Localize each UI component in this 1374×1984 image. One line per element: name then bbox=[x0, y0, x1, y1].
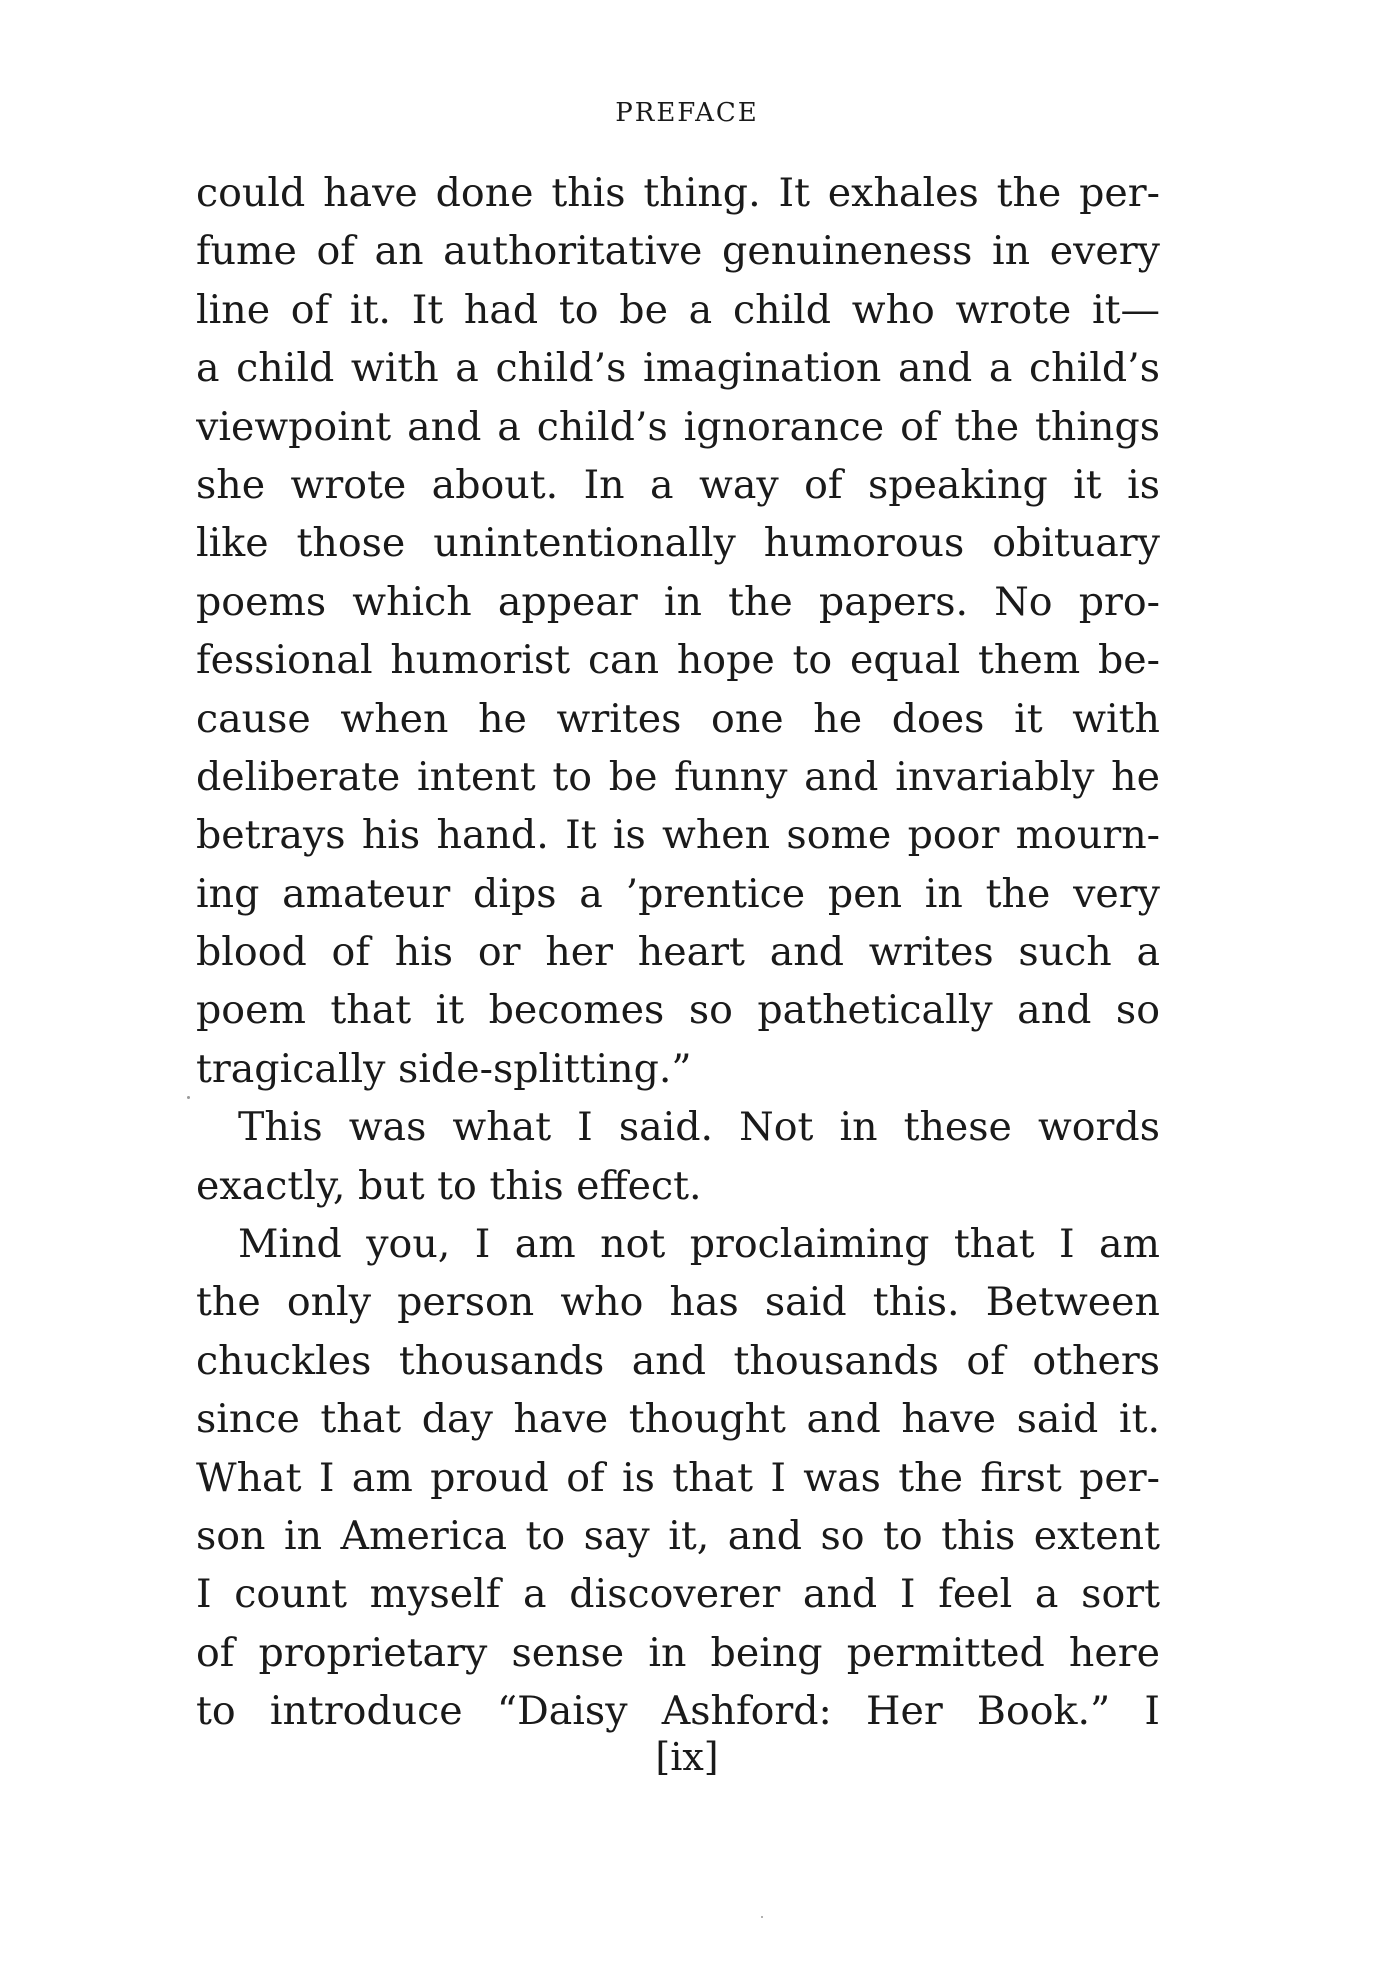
text-line: line of it. It had to be a child who wrote it— bbox=[196, 286, 1160, 333]
body-text bbox=[196, 164, 1160, 1741]
text-line: I count myself a discoverer and I feel a sort bbox=[196, 1571, 1160, 1618]
text-line: of proprietary sense in being permitted here bbox=[196, 1629, 1160, 1676]
text-line: ing amateur dips a ’prentice pen in the very bbox=[196, 870, 1160, 917]
ink-speck bbox=[187, 1096, 190, 1099]
text-line: the only person who has said this. Between bbox=[196, 1279, 1160, 1326]
text-line: deliberate intent to be funny and invariably he bbox=[196, 753, 1160, 800]
paragraph-start-line: Mind you, I am not proclaiming that I am bbox=[238, 1221, 1160, 1268]
running-head: PREFACE bbox=[615, 98, 759, 128]
ink-speck bbox=[761, 1916, 763, 1918]
text-line: chuckles thousands and thousands of others bbox=[196, 1337, 1160, 1384]
paragraph-end-line: exactly, but to this effect. bbox=[196, 1162, 702, 1209]
text-line: betrays his hand. It is when some poor mourn- bbox=[196, 812, 1160, 859]
text-line: cause when he writes one he does it with bbox=[196, 695, 1160, 742]
page-number: [ix] bbox=[655, 1735, 719, 1779]
text-line: What I am proud of is that I was the first per- bbox=[196, 1454, 1160, 1501]
paragraph-start-line: This was what I said. Not in these words bbox=[238, 1104, 1160, 1151]
text-line: like those unintentionally humorous obituary bbox=[196, 520, 1160, 567]
text-line: to introduce “Daisy Ashford: Her Book.” I bbox=[196, 1688, 1160, 1735]
text-line: viewpoint and a child’s ignorance of the things bbox=[196, 403, 1160, 450]
text-line: fessional humorist can hope to equal them be- bbox=[196, 637, 1160, 684]
text-line: poems which appear in the papers. No pro- bbox=[196, 578, 1160, 625]
paragraph-end-line: tragically side-splitting.” bbox=[196, 1045, 692, 1092]
text-line: could have done this thing. It exhales the per- bbox=[196, 170, 1160, 216]
text-line: since that day have thought and have said it. bbox=[196, 1396, 1160, 1443]
text-line: blood of his or her heart and writes such a bbox=[196, 929, 1160, 976]
text-line: she wrote about. In a way of speaking it is bbox=[196, 461, 1160, 508]
text-line: a child with a child’s imagination and a child’s bbox=[196, 345, 1160, 392]
text-line: son in America to say it, and so to this extent bbox=[196, 1512, 1160, 1559]
text-line: poem that it becomes so pathetically and so bbox=[196, 987, 1160, 1034]
text-line: fume of an authoritative genuineness in every bbox=[196, 228, 1160, 275]
